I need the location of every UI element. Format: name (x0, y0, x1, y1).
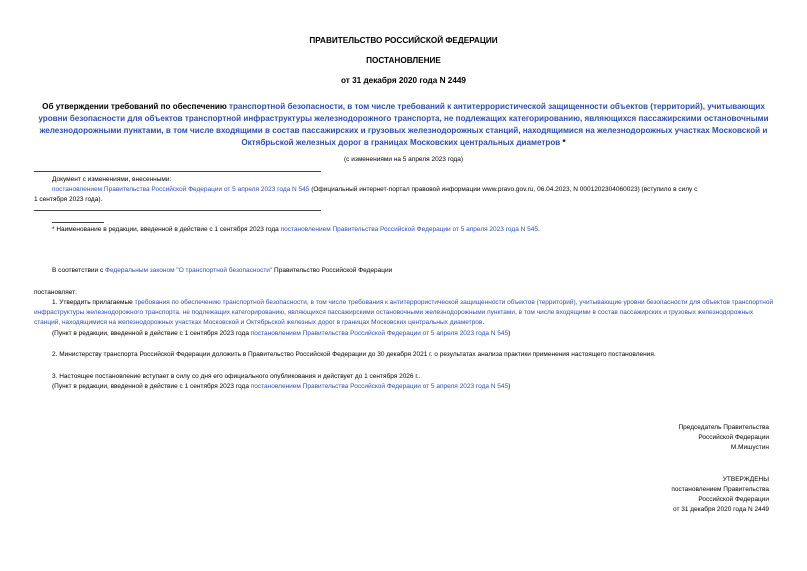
footnote-link[interactable]: постановлением Правительства Российской Федерации от 5 апреля 2023 года N 545 (280, 226, 538, 233)
changes-note: (с изменениями на 5 апреля 2023 года) (343, 156, 463, 163)
item-1 (34, 298, 774, 328)
org-heading: ПРАВИТЕЛЬСТВО РОССИЙСКОЙ ФЕДЕРАЦИИ (309, 36, 498, 45)
approval-line-2: постановлением Правительства (671, 486, 769, 493)
footnote-suffix: . (537, 226, 540, 233)
item-1-note-link[interactable]: постановлением Правительства Российской Федерации от 5 апреля 2023 года N 545 (250, 330, 509, 337)
item-3: 3. Настоящее постановление вступает в силу со дня его официального опубликования и действует до 1 сентября 2026 г.. (52, 373, 421, 380)
document-title (30, 101, 777, 149)
item-1-suffix: . (482, 319, 485, 326)
divider-top (34, 171, 321, 172)
changes-link[interactable]: постановлением Правительства Российской Федерации от 5 апреля 2023 года N 545 (52, 186, 310, 193)
preamble-suffix: Правительство Российской Федерации (272, 267, 393, 274)
item-3-note (52, 382, 772, 392)
approval-heading: УТВЕРЖДЕНЫ (722, 476, 769, 483)
title-prefix: Об утверждении требований по обеспечению (42, 102, 229, 111)
decides-label: постановляет: (34, 289, 77, 296)
law-link[interactable]: Федеральным законом "О транспортной безопасности" (105, 267, 273, 274)
item-1-prefix: 1. Утвердить прилагаемые (52, 299, 135, 306)
doc-type-heading: ПОСТАНОВЛЕНИЕ (366, 56, 441, 65)
item-3-note-prefix: (Пункт в редакции, введенной в действие с 1 сентября 2023 года (52, 383, 251, 390)
title-suffix: * (560, 138, 566, 147)
changes-label: Документ с изменениями, внесенными: (52, 176, 172, 183)
item-2: 2. Министерству транспорта Российской Федерации доложить в Правительство Российской Федерации до 30 декабря 2021 г. о результатах анализа практики применения настоящего постановления. (52, 351, 656, 358)
item-1-note (52, 329, 772, 339)
approval-line-4: от 31 декабря 2020 года N 2449 (672, 506, 769, 513)
preamble (52, 266, 772, 276)
changes-block (34, 185, 774, 195)
approval-block (671, 475, 769, 515)
approval-line-3: Российской Федерации (698, 496, 769, 503)
footnote (52, 225, 772, 235)
signature-block (678, 423, 769, 453)
divider-mid (34, 210, 321, 211)
item-3-note-link[interactable]: постановлением Правительства Российской Федерации от 5 апреля 2023 года N 545 (250, 383, 509, 390)
signature-org: Российской Федерации (698, 434, 769, 441)
footnote-rule (52, 222, 104, 223)
item-1-note-suffix: ) (508, 330, 511, 337)
changes-line2: 1 сентября 2023 года). (34, 196, 103, 203)
date-number: от 31 декабря 2020 года N 2449 (341, 76, 466, 85)
changes-rest: (Официальный интернет-портал правовой информации www.pravo.gov.ru, 06.04.2023, N 0001202304060023) (вступило в силу с (309, 186, 698, 193)
footnote-prefix: * Наименование в редакции, введенной в действие с 1 сентября 2023 года (52, 226, 281, 233)
requirements-link[interactable]: требования по обеспечению транспортной безопасности, в том числе требования к антитеррористической защищенности объектов (территорий), учитывающие уровни безопасности для объектов транспортной инфраструктуры железнодорожного транспорта, не подлежащих категорированию, являющихся пассажирскими остановочными железнодорожными пунктами, в том числе входящими в состав пассажирских и грузовых железнодорожных станций, находящимися на железнодорожных участках Московской и Октябрьской железных дорог в границах Московских центральных диаметров (34, 299, 774, 326)
item-3-note-suffix: ) (508, 383, 511, 390)
item-1-note-prefix: (Пункт в редакции, введенной в действие с 1 сентября 2023 года (52, 330, 251, 337)
title-link[interactable]: транспортной безопасности, в том числе требований к антитеррористической защищенности объектов (территорий), учитывающих уровни безопасности для объектов транспортной инфраструктуры железнодорожного транспорта, не подлежащих категорированию, являющихся пассажирскими остановочными железнодорожными пунктами, в том числе входящими в состав пассажирских и грузовых железнодорожных станций, находящимися на железнодорожных участках Московской и Октябрьской железных дорог в границах Московских центральных диаметров (38, 102, 769, 147)
signature-title: Председатель Правительства (678, 424, 769, 431)
preamble-prefix: В соответствии с (52, 267, 106, 274)
signature-name: М.Мишустин (730, 444, 769, 451)
